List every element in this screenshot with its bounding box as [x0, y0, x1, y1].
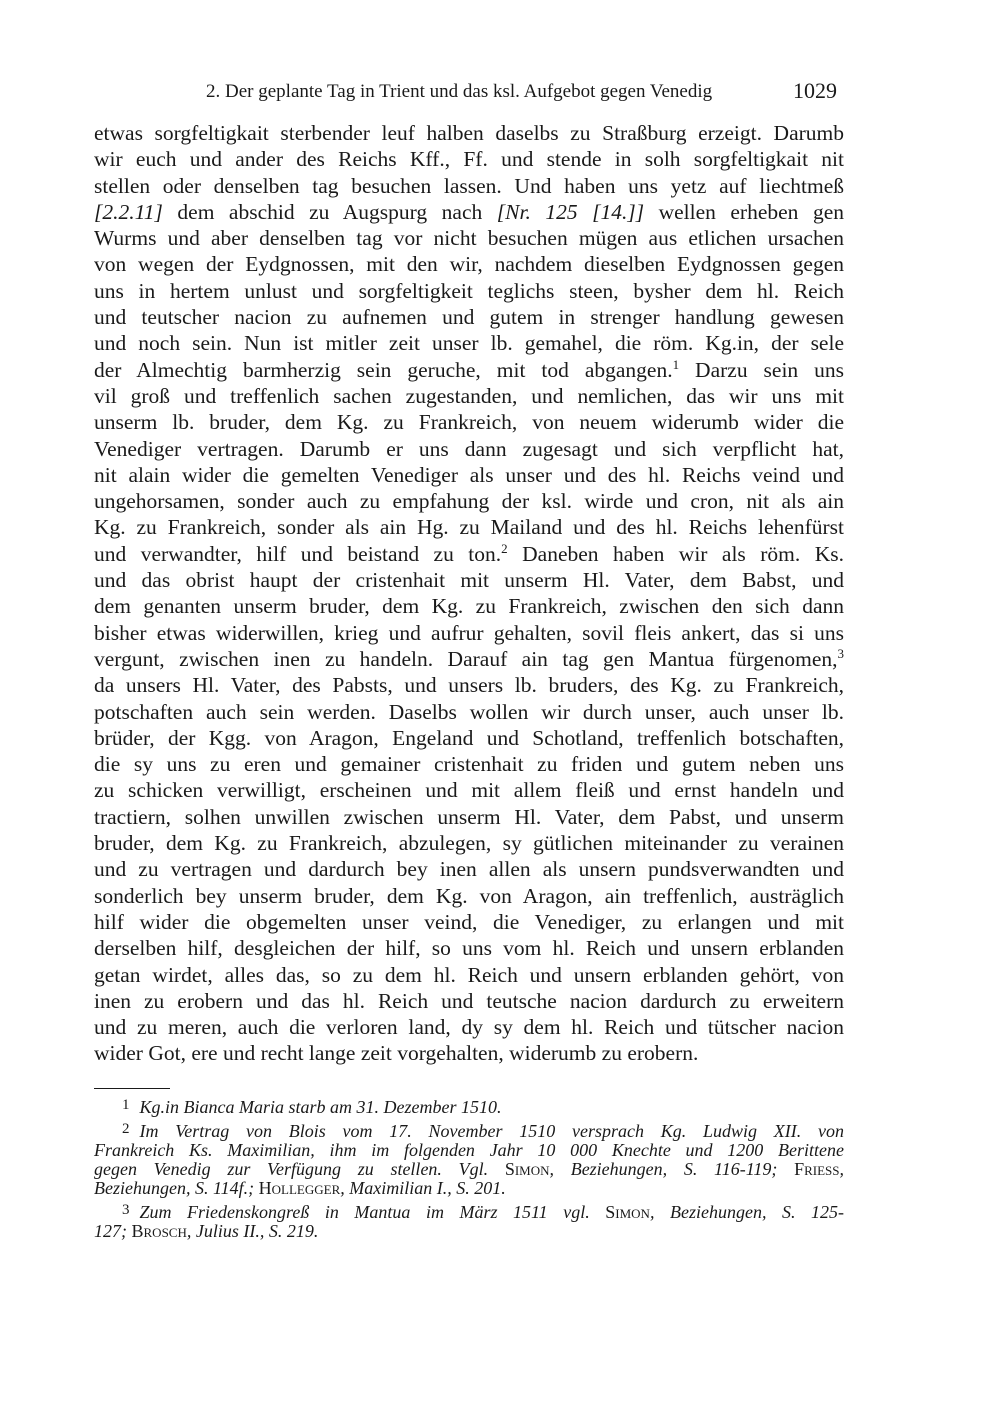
footnote-1	[94, 1096, 844, 1117]
body-line: und noch sein. Nun ist mitler zeit unser lb. gemahel, die röm. Kg.in, der sele	[94, 331, 844, 356]
body-line: etwas sorgfeltigkait sterbender leuf halben daselbs zu Straßburg erzeigt. Darumb	[94, 121, 844, 145]
document-reference: [Nr. 125 [14.]]	[496, 199, 645, 224]
author-name: Simon	[605, 1202, 650, 1222]
body-line: zu schicken verwilligt, erscheinen und mit allem fleiß und ernst handeln und	[94, 778, 844, 803]
footnote-number: 2	[122, 1121, 130, 1137]
body-line: uns in hertem unlust und sorgfeltigkeit teglichs steen, bysher dem hl. Reich	[94, 278, 844, 303]
footnote-marker: 3	[837, 645, 844, 661]
footnote-line: $^2$ Im Vertrag von Blois vom 17. November 1510 versprach Kg. Ludwig XII. von	[122, 1121, 844, 1141]
body-line: unserm lb. bruder, dem Kg. zu Frankreich, von neuem widerumb wider die	[94, 410, 844, 435]
body-line: die sy uns zu eren und gemainer cristenhait zu friden und gutem neben uns	[94, 752, 844, 777]
body-line: potschaften auch sein werden. Daselbs wollen wir durch unser, auch unser lb.	[94, 699, 844, 724]
body-line: wir euch und ander des Reichs Kff., Ff. und stende in solh sorgfeltigkait nit	[94, 147, 844, 172]
body-line: inen zu erobern und das hl. Reich und teutsche nacion dardurch zu erweitern	[94, 988, 844, 1013]
body-text	[94, 120, 844, 1067]
body-line: dem genanten unserm bruder, dem Kg. zu Frankreich, zwischen den sich dann	[94, 594, 844, 619]
body-line: der Almechtig barmherzig sein geruche, mit tod abgangen.$^1$ Darzu sein uns	[94, 356, 844, 382]
body-line: Venediger vertragen. Darumb er uns dann zugesagt und sich verpflicht hat,	[94, 436, 844, 461]
body-line: da unsers Hl. Vater, des Pabsts, und unsers lb. bruders, des Kg. zu Frankreich,	[94, 673, 844, 698]
footnote-separator	[94, 1088, 170, 1089]
body-line: getan wirdet, alles das, so zu dem hl. Reich und unsern erblanden gehört, von	[94, 962, 844, 987]
author-name: Simon	[504, 1159, 550, 1179]
footnote-2	[94, 1120, 844, 1198]
body-line: und teutscher nacion zu aufnemen und gutem in strenger handlung gewesen	[94, 305, 844, 330]
body-line: Kg. zu Frankreich, sonder als ain Hg. zu Mailand und des hl. Reichs lehenfürst	[94, 515, 844, 540]
body-line: nit alain wider die gemelten Venediger als unser und des hl. Reichs veind und	[94, 462, 844, 487]
footnote-3	[94, 1201, 844, 1241]
body-line: hilf wider die obgemelten unser veind, die Venediger, zu erlangen und mit	[94, 909, 844, 934]
body-line: sonderlich bey unserm bruder, dem Kg. von Aragon, ain treffenlich, austräglich	[94, 883, 844, 908]
footnotes	[94, 1096, 844, 1244]
body-line: von wegen der Eydgnossen, mit den wir, nachdem dieselben Eydgnossen gegen	[94, 252, 844, 277]
footnote-line: $^1$ Kg.in Bianca Maria starb am 31. Dezember 1510.	[122, 1097, 502, 1117]
body-line: stellen oder denselben tag besuchen lassen. Und haben uns yetz auf liechtmeß	[94, 173, 844, 198]
footnote-line: gegen Venedig zur Verfügung zu stellen. Vgl. Simon, Beziehungen, S. 116-119; Friess,	[94, 1159, 844, 1179]
body-line: bruder, dem Kg. zu Frankreich, abzulegen, sy gütlichen miteinander zu verainen	[94, 831, 844, 856]
body-line: Wurms und aber denselben tag vor nicht besuchen mügen aus etlichen ursachen	[94, 226, 844, 251]
body-line: vergunt, zwischen inen zu handeln. Darauf ain tag gen Mantua fürgenomen,$^3$	[94, 645, 844, 671]
body-line: bisher etwas widerwillen, krieg und aufrur gehalten, sovil fleis ankert, das si uns	[94, 620, 844, 645]
author-name: Friess	[794, 1159, 840, 1179]
footnote-line: $^3$ Zum Friedenskongreß in Mantua im März 1511 vgl. Simon, Beziehungen, S. 125-	[122, 1202, 845, 1222]
body-line: wider Got, ere und recht lange zeit vorgehalten, widerumb zu erobern.	[94, 1041, 699, 1066]
body-line: und zu meren, auch die verloren land, dy sy dem hl. Reich und tütscher nacion	[94, 1015, 844, 1040]
body-line: vil groß und treffenlich sachen zugestanden, und nemlichen, das wir uns mit	[94, 383, 844, 408]
footnote-line: Frankreich Ks. Maximilian, ihm im folgenden Jahr 10 000 Knechte und 1200 Berittene	[94, 1140, 844, 1160]
body-line: brüder, der Kgg. von Aragon, Engeland und Schotland, treffenlich botschaften,	[94, 725, 844, 750]
body-line: tractiern, solhen unwillen zwischen unserm Hl. Vater, dem Pabst, und unserm	[94, 804, 844, 829]
body-line: und verwandter, hilf und beistand zu ton.$^2$ Daneben haben wir als röm. Ks.	[94, 540, 845, 566]
author-name: Hollegger	[258, 1178, 341, 1198]
footnote-marker: 1	[672, 356, 680, 372]
date-reference: [2.2.11]	[94, 199, 163, 224]
body-line: ungehorsamen, sonder auch zu empfahung der ksl. wirde und cron, nit als ain	[94, 489, 844, 514]
body-line: und das obrist haupt der cristenhait mit unserm Hl. Vater, dem Babst, und	[94, 568, 844, 593]
running-head-title: 2. Der geplante Tag in Trient und das ksl. Aufgebot gegen Venedig	[206, 81, 713, 102]
body-line: und zu vertragen und dardurch bey inen allen als unsern pundsverwandten und	[94, 857, 844, 882]
page-number: 1029	[793, 78, 837, 103]
footnote-line: Beziehungen, S. 114f.; Hollegger, Maximilian I., S. 201.	[94, 1178, 506, 1198]
body-line: [2.2.11] dem abschid zu Augspurg nach [Nr. 125 [14.]] wellen erheben gen	[94, 199, 844, 224]
body-line: derselben hilf, desgleichen der hilf, so uns vom hl. Reich und unsern erblanden	[94, 936, 844, 961]
footnote-number: 1	[122, 1097, 130, 1113]
author-name: Brosch	[131, 1221, 187, 1241]
footnote-number: 3	[122, 1202, 130, 1218]
footnote-marker: 2	[501, 540, 508, 556]
footnote-line: 127; Brosch, Julius II., S. 219.	[94, 1221, 319, 1241]
